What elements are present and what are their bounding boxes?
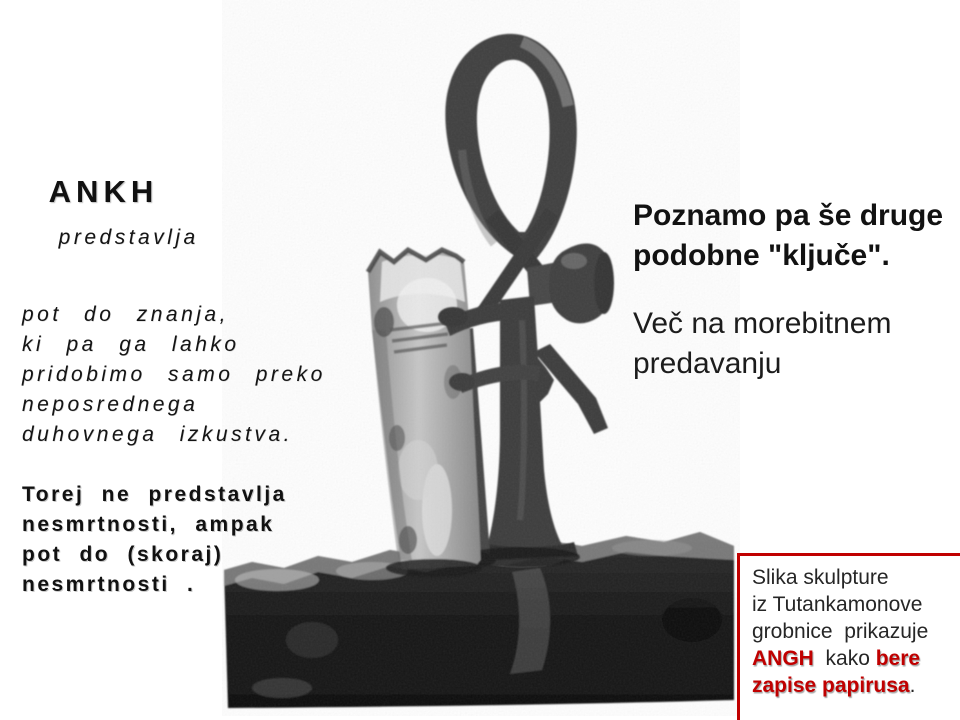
left-paragraph-line: pot do znanja, [22, 303, 229, 326]
left-bold-line: Torej ne predstavlja [22, 483, 287, 506]
caption-papirusa-highlight: zapise papirusa [752, 674, 910, 697]
right-text-block [633, 196, 943, 384]
caption-line: iz Tutankamonove [752, 593, 923, 616]
right-heading-line: Poznamo pa še druge [633, 199, 944, 232]
right-subtext-line: Več na morebitnem [633, 307, 892, 340]
left-paragraph-line: duhovnega izkustva. [22, 423, 293, 446]
left-bold-line: nesmrtnosti, ampak [22, 513, 275, 536]
left-paragraph-line: neposrednega [22, 393, 199, 416]
left-bold-line: nesmrtnosti . [22, 573, 196, 596]
left-paragraph-line: pridobimo samo preko [22, 363, 326, 386]
caption-text-fragment: kako [813, 647, 876, 670]
caption-bere-highlight: bere [875, 647, 921, 670]
left-paragraph-line: ki pa ga lahko [22, 333, 240, 356]
right-subtext-line: predavanju [633, 347, 782, 380]
left-text-block [22, 132, 352, 600]
caption-line: Slika skulpture [752, 566, 889, 589]
left-bold-line: pot do (skoraj) [22, 543, 224, 566]
right-subtext [633, 304, 943, 384]
caption-box [737, 553, 960, 720]
caption-line: grobnice prikazuje [752, 620, 929, 643]
right-heading-line: podobne "ključe". [633, 239, 890, 272]
caption-text-fragment: . [909, 674, 916, 697]
caption-angh-highlight: ANGH [752, 647, 814, 670]
left-second-paragraph [22, 480, 352, 600]
caption-line [752, 672, 960, 699]
ankh-title: ANKH [48, 174, 159, 209]
caption-line [752, 645, 960, 672]
ankh-intro-rest: predstavlja [58, 226, 199, 249]
ankh-intro-line [22, 132, 352, 300]
